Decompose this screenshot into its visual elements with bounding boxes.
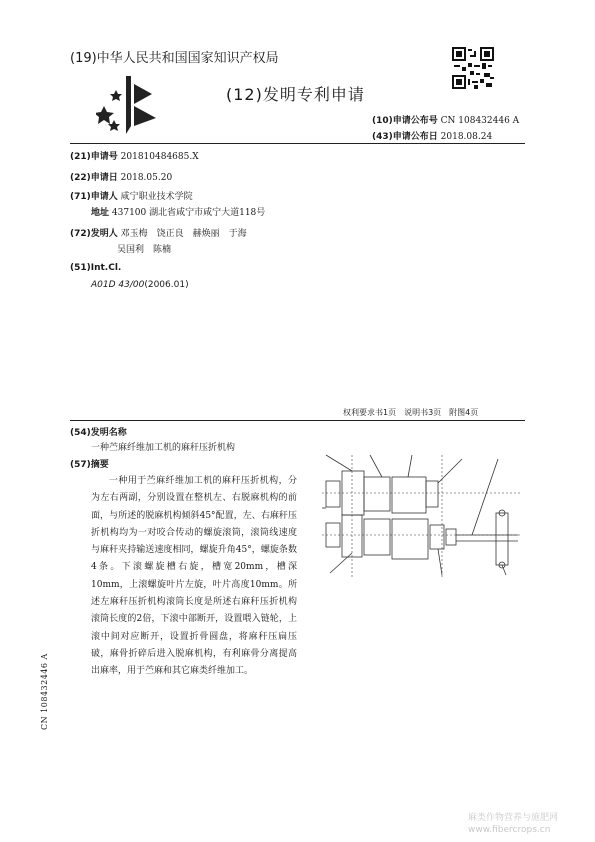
address-row bbox=[91, 205, 265, 218]
side-publication-number: CN 108432446 A bbox=[40, 653, 49, 730]
header-divider bbox=[70, 143, 525, 144]
filing-date-label: (22)申请日 bbox=[70, 173, 118, 183]
mechanism-drawing bbox=[322, 453, 520, 581]
application-number-row bbox=[70, 149, 199, 162]
ipc-classification bbox=[91, 280, 189, 290]
inventor-row bbox=[70, 226, 247, 239]
watermark: 麻类作物营养与施肥网 www.fibercrops.cn bbox=[468, 813, 559, 835]
inventor-label: (72)发明人 bbox=[70, 229, 118, 239]
applicant-row bbox=[70, 189, 193, 202]
address: 437100 湖北省咸宁市咸宁大道118号 bbox=[111, 208, 266, 218]
applicant-label: (71)申请人 bbox=[70, 192, 118, 202]
inventors-line-2: 吴国利 陈楠 bbox=[117, 245, 172, 255]
application-number: 201810484685.X bbox=[120, 152, 199, 162]
abstract-divider bbox=[70, 420, 525, 421]
page-counts: 权利要求书1页 说明书3页 附图4页 bbox=[343, 408, 479, 417]
filing-date: 2018.05.20 bbox=[120, 173, 173, 183]
inventors-line-1: 邓玉梅 饶正良 赫焕丽 于海 bbox=[120, 229, 247, 239]
invention-title: 一种苎麻纤维加工机的麻秆压折机构 bbox=[91, 443, 236, 453]
applicant: 咸宁职业技术学院 bbox=[120, 192, 193, 202]
abstract-label: (57)摘要 bbox=[70, 460, 109, 470]
intcl-label: (51)Int.Cl. bbox=[70, 263, 122, 273]
publication-date-label: (43)申请公布日 bbox=[372, 132, 438, 142]
title-label: (54)发明名称 bbox=[70, 428, 127, 438]
publication-number-row bbox=[372, 113, 519, 126]
abstract-text: 一种用于苎麻纤维加工机的麻秆压折机构，分为左右两副，分别设置在整机左、右脱麻机构的前面，与所述的脱麻机构倾斜45°配置，左、右麻秆压折机构均为一对咬合传动的螺旋滚筒，滚筒线速度与麻秆夹持输送速度相同，螺旋升角45°，螺旋条数4条。下滚螺旋槽右旋，槽宽20mm，槽深10mm，上滚螺旋叶片左旋，叶片高度10mm。所述左麻秆压折机构滚筒长度是所述右麻秆压折机构滚筒长度的2倍，下滚中部断开，设置喂入链轮，上滚中间对应断开，设置折骨圆盘，将麻秆压扁压破，麻骨折碎后进入脱麻机构，有利麻骨分离提高出麻率，用于苎麻和其它麻类纤维加工。 bbox=[91, 476, 297, 677]
qr-code-icon bbox=[452, 47, 494, 89]
publication-number-label: (10)申请公布号 bbox=[372, 116, 438, 126]
office-name: (19)中华人民共和国国家知识产权局 bbox=[70, 51, 279, 66]
ipc-code: A01D 43/00 bbox=[91, 280, 145, 290]
emblem-icon bbox=[96, 76, 166, 138]
publication-number: CN 108432446 A bbox=[440, 116, 520, 126]
publication-date: 2018.08.24 bbox=[440, 132, 493, 142]
document-type: (12)发明专利申请 bbox=[226, 85, 365, 104]
filing-date-row bbox=[70, 170, 172, 183]
address-label: 地址 bbox=[91, 208, 110, 218]
ipc-year: (2006.01) bbox=[144, 280, 189, 290]
application-number-label: (21)申请号 bbox=[70, 152, 118, 162]
publication-date-row bbox=[372, 129, 492, 142]
